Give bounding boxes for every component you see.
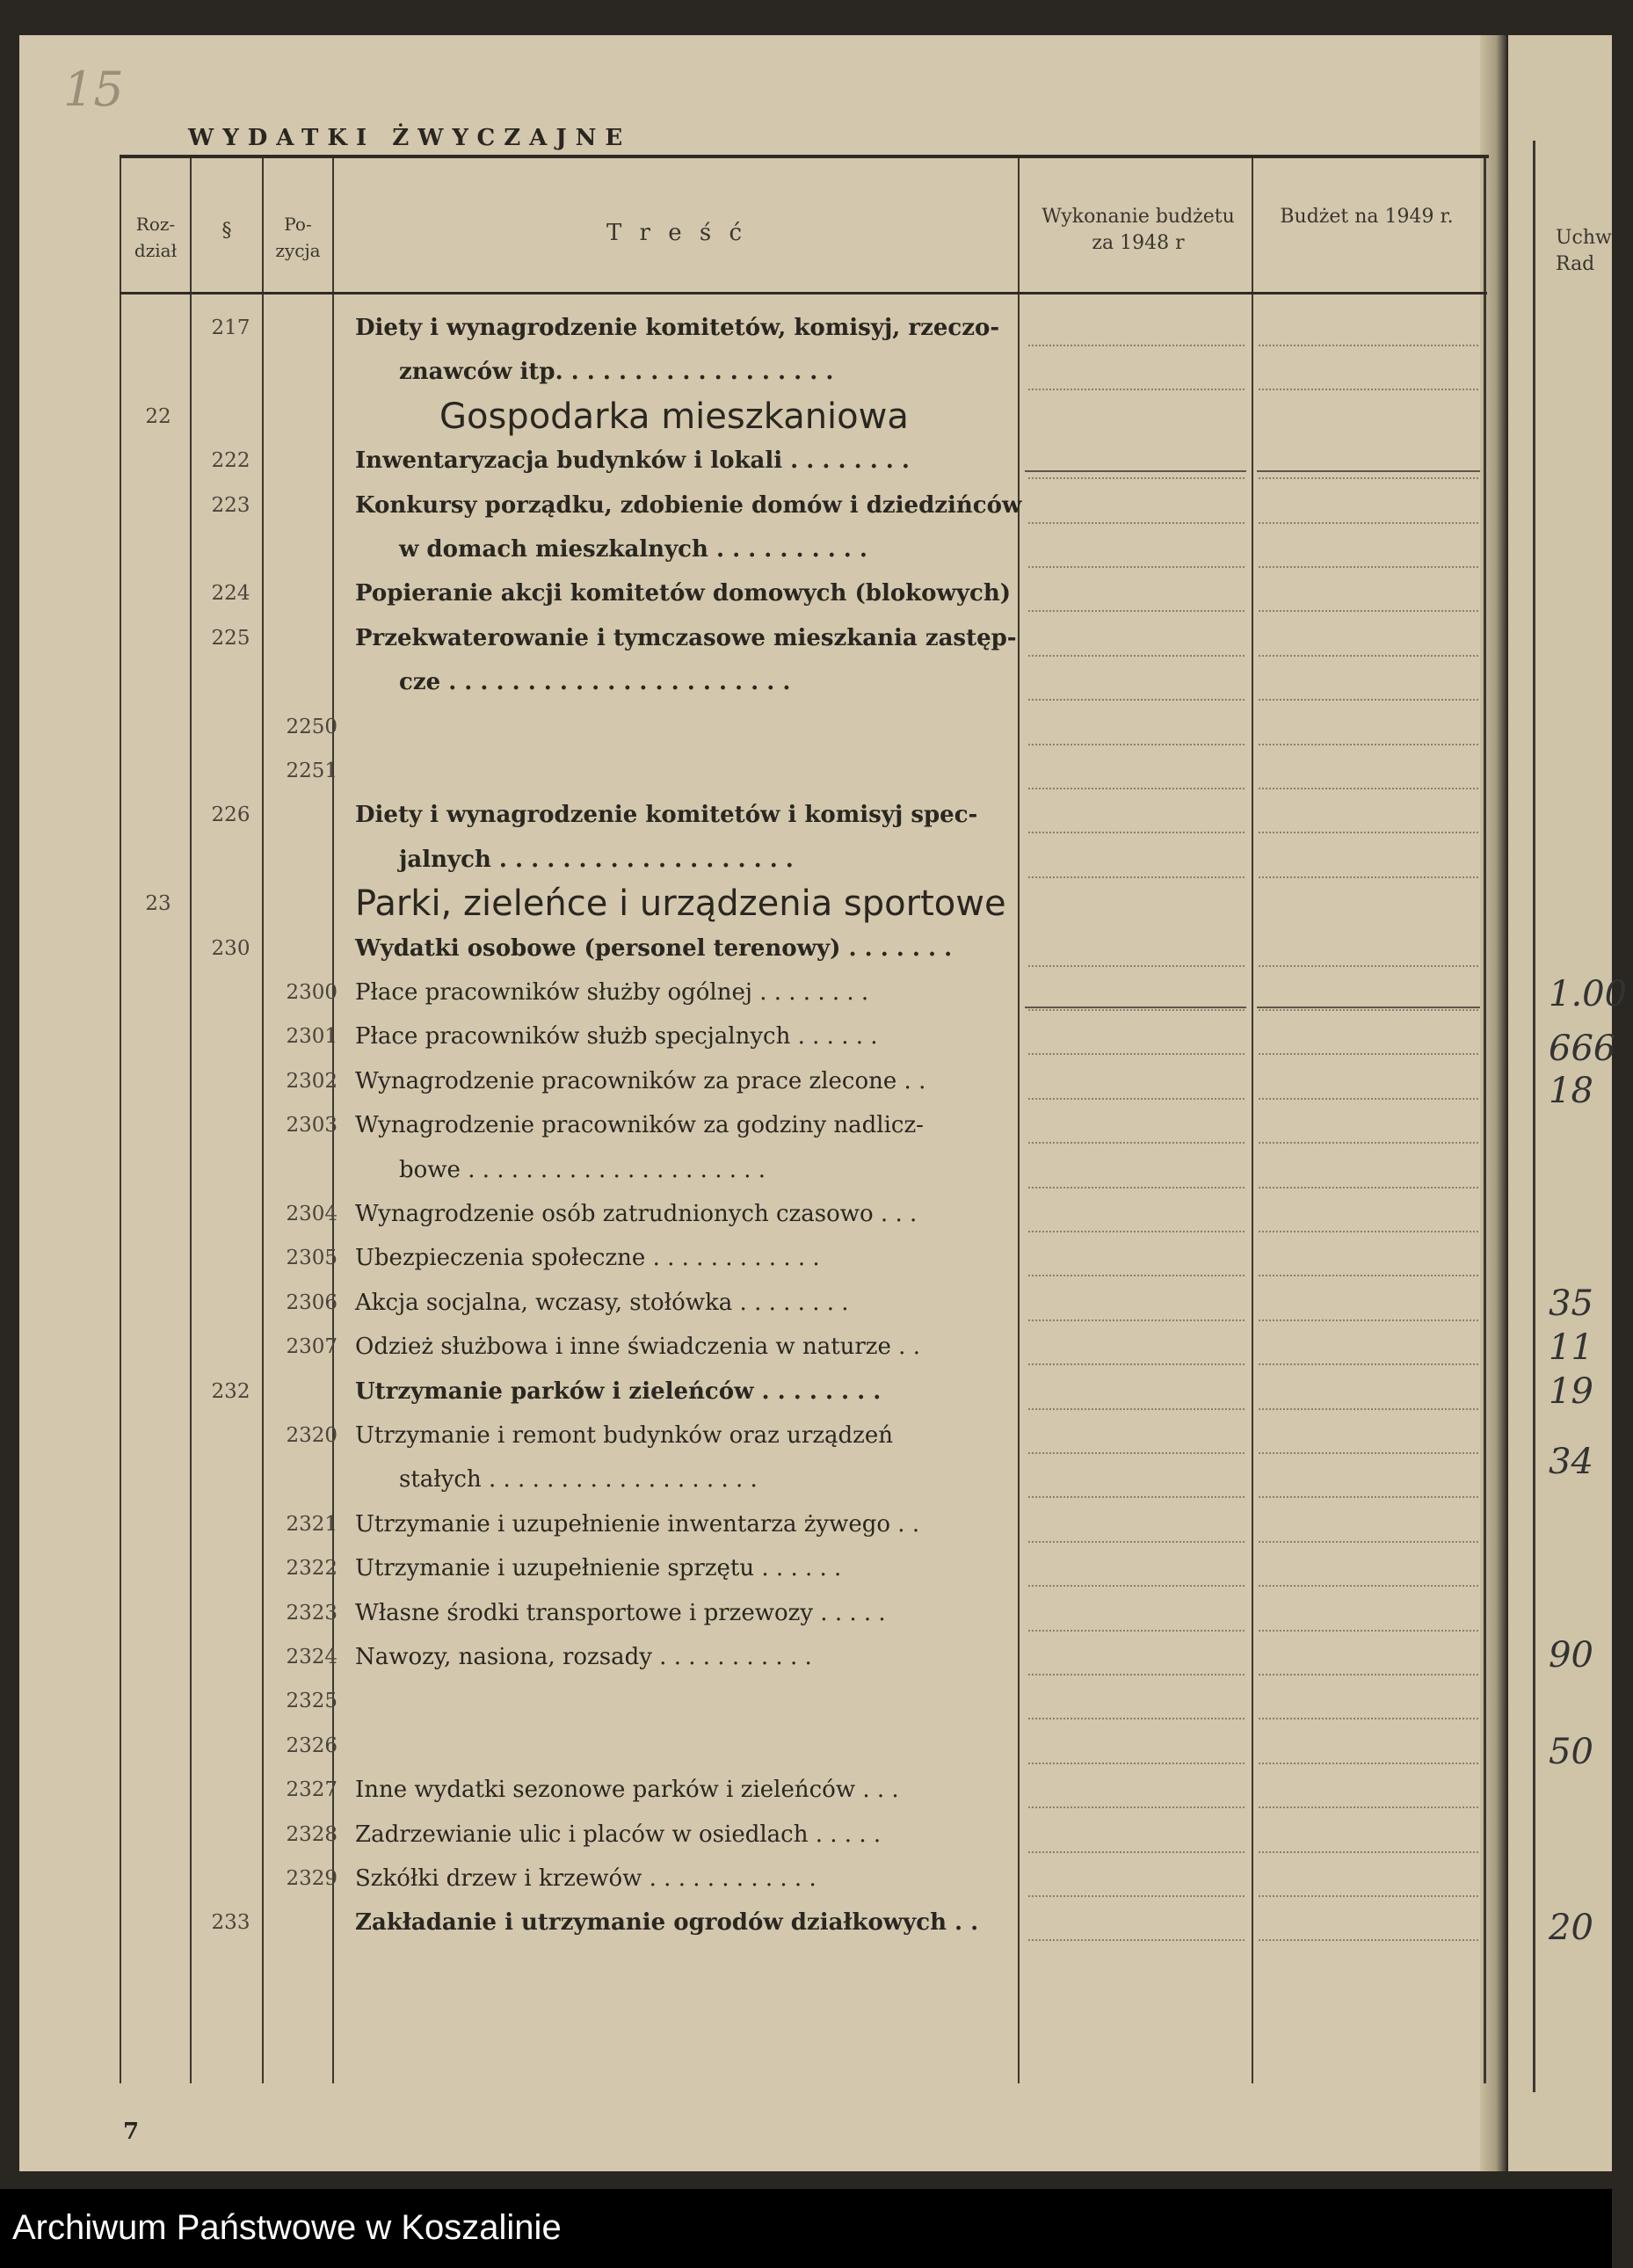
amount-line-1949 bbox=[1259, 1187, 1478, 1189]
amount-line-1949 bbox=[1259, 1895, 1478, 1897]
cell-pozycja: 2307 bbox=[286, 1335, 337, 1358]
amount-line-1948 bbox=[1028, 1806, 1245, 1808]
amount-line-1949 bbox=[1259, 1142, 1478, 1144]
amount-line-1949 bbox=[1259, 1630, 1478, 1632]
cell-tresc: Odzież służbowa i inne świadczenia w naturze . . bbox=[355, 1334, 920, 1360]
cell-tresc: Utrzymanie i remont budynków oraz urządzeń bbox=[355, 1422, 893, 1449]
table-row bbox=[0, 396, 1485, 440]
table-row bbox=[0, 573, 1485, 617]
amount-line-1949 bbox=[1259, 1763, 1478, 1764]
cell-pozycja: 2324 bbox=[286, 1646, 337, 1668]
cell-paragraph: 230 bbox=[211, 937, 250, 960]
amount-line-1948 bbox=[1028, 1009, 1245, 1011]
amount-line-1949 bbox=[1259, 522, 1478, 524]
table-row bbox=[0, 795, 1485, 839]
amount-line-1949 bbox=[1259, 1231, 1478, 1232]
amount-line-1949 bbox=[1259, 1718, 1478, 1719]
section-heading: Gospodarka mieszkaniowa bbox=[439, 396, 909, 437]
amount-line-1949 bbox=[1259, 1851, 1478, 1853]
amount-line-1949 bbox=[1259, 965, 1478, 967]
amount-line-1948 bbox=[1028, 744, 1245, 745]
header-budzet: Budżet na 1949 r. bbox=[1280, 206, 1454, 228]
cell-tresc: cze . . . . . . . . . . . . . . . . . . . . . . bbox=[399, 669, 791, 695]
cell-tresc: Ubezpieczenia społeczne . . . . . . . . . . . . bbox=[355, 1245, 820, 1271]
cell-pozycja: 2321 bbox=[286, 1513, 337, 1536]
table-row bbox=[0, 1637, 1485, 1681]
table-row bbox=[0, 1726, 1485, 1770]
header-bottom-rule bbox=[120, 292, 1487, 294]
cell-tresc: Szkółki drzew i krzewów . . . . . . . . . . . . bbox=[355, 1865, 816, 1892]
amount-line-1949 bbox=[1259, 1585, 1478, 1587]
cell-paragraph: 223 bbox=[211, 494, 250, 517]
amount-line-1948 bbox=[1028, 1053, 1245, 1055]
amount-line-1949 bbox=[1259, 1009, 1478, 1011]
header-uchwala: Uchw Rad bbox=[1556, 227, 1612, 275]
amount-line-1949 bbox=[1259, 1541, 1478, 1543]
amount-line-1948 bbox=[1028, 832, 1245, 833]
cell-tresc: Konkursy porządku, zdobienie domów i dziedzińców bbox=[355, 492, 1022, 519]
table-top-rule bbox=[120, 155, 1489, 158]
cell-tresc: Akcja socjalna, wczasy, stołówka . . . . . . . . bbox=[355, 1290, 849, 1316]
header-rozdzial: Roz- dział bbox=[134, 214, 178, 261]
cell-tresc: Utrzymanie i uzupełnienie inwentarza żywego . . bbox=[355, 1511, 920, 1537]
amount-line-1948 bbox=[1028, 1496, 1245, 1498]
handwritten-amount: 19 bbox=[1549, 1371, 1593, 1412]
amount-line-1949 bbox=[1259, 788, 1478, 789]
cell-tresc: Wynagrodzenie pracowników za prace zlecone . . bbox=[355, 1068, 926, 1094]
table-row bbox=[0, 440, 1485, 484]
table-row bbox=[0, 1593, 1485, 1637]
cell-tresc: stałych . . . . . . . . . . . . . . . . . . . bbox=[399, 1466, 758, 1493]
cell-paragraph: 224 bbox=[211, 582, 250, 605]
table-row bbox=[0, 1681, 1485, 1725]
cell-tresc: Płace pracowników służby ogólnej . . . . . . . . bbox=[355, 979, 869, 1006]
cell-pozycja: 2305 bbox=[286, 1247, 337, 1269]
amount-line-1948 bbox=[1028, 522, 1245, 524]
table-row bbox=[0, 662, 1485, 706]
amount-line-1948 bbox=[1028, 699, 1245, 701]
amount-line-1949 bbox=[1259, 1319, 1478, 1321]
cell-tresc: Zakładanie i utrzymanie ogrodów działkowych . . bbox=[355, 1909, 979, 1936]
handwritten-amount: 90 bbox=[1549, 1635, 1593, 1676]
cell-tresc: Własne środki transportowe i przewozy . . . . . bbox=[355, 1600, 886, 1626]
cell-pozycja: 2303 bbox=[286, 1114, 337, 1137]
cell-pozycja: 2250 bbox=[286, 716, 337, 738]
table-row bbox=[0, 928, 1485, 972]
handwritten-amount: 666 bbox=[1549, 1029, 1616, 1069]
amount-line-1949 bbox=[1259, 1939, 1478, 1941]
cell-pozycja: 2327 bbox=[286, 1778, 337, 1801]
total-rule-22 bbox=[1025, 470, 1246, 472]
amount-line-1949 bbox=[1259, 1363, 1478, 1365]
amount-line-1948 bbox=[1028, 1408, 1245, 1410]
amount-line-1949 bbox=[1259, 699, 1478, 701]
amount-line-1948 bbox=[1028, 1275, 1245, 1276]
cell-paragraph: 232 bbox=[211, 1380, 250, 1403]
table-row bbox=[0, 1770, 1485, 1814]
amount-line-1949 bbox=[1259, 477, 1478, 479]
table-row bbox=[0, 1105, 1485, 1149]
archive-caption: Archiwum Państwowe w Koszalinie bbox=[12, 2208, 562, 2247]
table-row bbox=[0, 751, 1485, 795]
total-rule-23-budget bbox=[1257, 1007, 1480, 1008]
table-row bbox=[0, 618, 1485, 662]
amount-line-1948 bbox=[1028, 1718, 1245, 1719]
cell-pozycja: 2301 bbox=[286, 1025, 337, 1048]
cell-pozycja: 2325 bbox=[286, 1690, 337, 1712]
amount-line-1948 bbox=[1028, 1630, 1245, 1632]
cell-tresc: Zadrzewianie ulic i placów w osiedlach . . . . . bbox=[355, 1821, 882, 1848]
table-row bbox=[0, 529, 1485, 573]
cell-pozycja: 2326 bbox=[286, 1734, 337, 1757]
amount-line-1948 bbox=[1028, 1895, 1245, 1897]
archive-caption-bar bbox=[0, 2189, 1612, 2268]
handwritten-amount: 11 bbox=[1549, 1327, 1593, 1368]
handwritten-amount: 34 bbox=[1549, 1442, 1593, 1482]
cell-pozycja: 2251 bbox=[286, 760, 337, 782]
cell-pozycja: 2323 bbox=[286, 1602, 337, 1625]
cell-tresc: Utrzymanie parków i zieleńców . . . . . . . . bbox=[355, 1378, 882, 1405]
cell-tresc: znawców itp. . . . . . . . . . . . . . . . . . bbox=[399, 359, 834, 385]
page-number: 7 bbox=[123, 2119, 140, 2145]
handwritten-amount: 1.00 bbox=[1549, 974, 1628, 1014]
table-row bbox=[0, 1459, 1485, 1503]
total-rule-22-budget bbox=[1257, 470, 1480, 472]
cell-tresc: Nawozy, nasiona, rozsady . . . . . . . . . . . bbox=[355, 1644, 812, 1670]
amount-line-1949 bbox=[1259, 832, 1478, 833]
cell-tresc: Utrzymanie i uzupełnienie sprzętu . . . . . . bbox=[355, 1555, 842, 1581]
amount-line-1949 bbox=[1259, 1806, 1478, 1808]
amount-line-1948 bbox=[1028, 1585, 1245, 1587]
handwritten-page-number: 15 bbox=[63, 62, 124, 117]
handwritten-amount: 20 bbox=[1549, 1908, 1593, 1948]
amount-line-1948 bbox=[1028, 1363, 1245, 1365]
amount-line-1948 bbox=[1028, 1231, 1245, 1232]
cell-tresc: Przekwaterowanie i tymczasowe mieszkania zastęp- bbox=[355, 625, 1017, 651]
cell-tresc: Diety i wynagrodzenie komitetów, komisyj, rzeczo- bbox=[355, 315, 1000, 341]
cell-paragraph: 225 bbox=[211, 627, 250, 650]
amount-line-1948 bbox=[1028, 1541, 1245, 1543]
amount-line-1949 bbox=[1259, 876, 1478, 878]
cell-tresc: Inwentaryzacja budynków i lokali . . . . . . . . bbox=[355, 447, 910, 474]
total-rule-23 bbox=[1025, 1007, 1246, 1008]
table-row bbox=[0, 1814, 1485, 1858]
cell-pozycja: 2329 bbox=[286, 1867, 337, 1890]
amount-line-1949 bbox=[1259, 655, 1478, 657]
header-tresc: T r e ś ć bbox=[606, 220, 748, 246]
table-row bbox=[0, 1902, 1485, 1946]
page-title: WYDATKI ŻWYCZAJNE bbox=[188, 125, 632, 151]
cell-tresc: jalnych . . . . . . . . . . . . . . . . . . . bbox=[399, 847, 794, 873]
cell-tresc: Diety i wynagrodzenie komitetów i komisyj spec- bbox=[355, 802, 978, 828]
cell-paragraph: 233 bbox=[211, 1911, 250, 1934]
amount-line-1948 bbox=[1028, 389, 1245, 390]
cell-pozycja: 2306 bbox=[286, 1291, 337, 1314]
header-wykonanie: Wykonanie budżetu za 1948 r bbox=[1041, 206, 1235, 254]
amount-line-1949 bbox=[1259, 1674, 1478, 1676]
amount-line-1949 bbox=[1259, 389, 1478, 390]
amount-line-1949 bbox=[1259, 1098, 1478, 1100]
cell-pozycja: 2322 bbox=[286, 1557, 337, 1580]
table-row bbox=[0, 707, 1485, 751]
table-row bbox=[0, 1283, 1485, 1327]
amount-line-1948 bbox=[1028, 788, 1245, 789]
handwritten-amount: 35 bbox=[1549, 1283, 1593, 1324]
amount-line-1948 bbox=[1028, 566, 1245, 568]
header-pozycja: Po- zycja bbox=[275, 214, 321, 261]
table-row bbox=[0, 1504, 1485, 1548]
table-row bbox=[0, 972, 1485, 1016]
table-row bbox=[0, 1194, 1485, 1238]
cell-pozycja: 2328 bbox=[286, 1823, 337, 1846]
amount-line-1949 bbox=[1259, 1452, 1478, 1454]
cell-tresc: Wydatki osobowe (personel terenowy) . . . . . . . bbox=[355, 935, 953, 962]
table-row bbox=[0, 1858, 1485, 1902]
handwritten-amount: 18 bbox=[1549, 1071, 1593, 1111]
table-row bbox=[0, 352, 1485, 396]
col-border-facing bbox=[1533, 141, 1535, 2092]
amount-line-1949 bbox=[1259, 566, 1478, 568]
table-row bbox=[0, 1327, 1485, 1370]
cell-tresc: Wynagrodzenie pracowników za godziny nadlicz- bbox=[355, 1112, 924, 1138]
cell-rozdzial: 22 bbox=[145, 405, 171, 428]
table-row bbox=[0, 1016, 1485, 1060]
header-paragraph: § bbox=[221, 220, 232, 242]
table-row bbox=[0, 1371, 1485, 1415]
cell-tresc: Popieranie akcji komitetów domowych (blokowych) bbox=[355, 580, 1012, 607]
table-row bbox=[0, 1150, 1485, 1194]
table-row bbox=[0, 840, 1485, 883]
amount-line-1948 bbox=[1028, 1939, 1245, 1941]
amount-line-1948 bbox=[1028, 345, 1245, 346]
table-row bbox=[0, 883, 1485, 927]
amount-line-1948 bbox=[1028, 1142, 1245, 1144]
cell-pozycja: 2320 bbox=[286, 1424, 337, 1447]
amount-line-1948 bbox=[1028, 1187, 1245, 1189]
amount-line-1949 bbox=[1259, 1053, 1478, 1055]
amount-line-1949 bbox=[1259, 610, 1478, 612]
amount-line-1948 bbox=[1028, 1763, 1245, 1764]
cell-tresc: Wynagrodzenie osób zatrudnionych czasowo . . . bbox=[355, 1201, 918, 1227]
table-row bbox=[0, 1061, 1485, 1105]
amount-line-1948 bbox=[1028, 1674, 1245, 1676]
amount-line-1948 bbox=[1028, 477, 1245, 479]
handwritten-amount: 50 bbox=[1549, 1732, 1593, 1772]
amount-line-1949 bbox=[1259, 744, 1478, 745]
cell-tresc: w domach mieszkalnych . . . . . . . . . . bbox=[399, 536, 867, 563]
section-heading: Parki, zieleńce i urządzenia sportowe bbox=[355, 883, 1006, 924]
table-row bbox=[0, 1238, 1485, 1282]
amount-line-1949 bbox=[1259, 1496, 1478, 1498]
table-row bbox=[0, 485, 1485, 529]
cell-paragraph: 222 bbox=[211, 449, 250, 472]
amount-line-1949 bbox=[1259, 1408, 1478, 1410]
cell-rozdzial: 23 bbox=[145, 892, 171, 915]
amount-line-1948 bbox=[1028, 1851, 1245, 1853]
cell-pozycja: 2300 bbox=[286, 981, 337, 1004]
amount-line-1948 bbox=[1028, 610, 1245, 612]
amount-line-1948 bbox=[1028, 876, 1245, 878]
amount-line-1948 bbox=[1028, 655, 1245, 657]
cell-paragraph: 226 bbox=[211, 803, 250, 826]
cell-pozycja: 2304 bbox=[286, 1203, 337, 1225]
amount-line-1948 bbox=[1028, 965, 1245, 967]
amount-line-1949 bbox=[1259, 1275, 1478, 1276]
cell-pozycja: 2302 bbox=[286, 1070, 337, 1093]
cell-paragraph: 217 bbox=[211, 316, 250, 339]
table-row bbox=[0, 1548, 1485, 1592]
cell-tresc: Płace pracowników służb specjalnych . . . . . . bbox=[355, 1023, 878, 1050]
cell-tresc: Inne wydatki sezonowe parków i zieleńców . . . bbox=[355, 1777, 899, 1803]
cell-tresc: bowe . . . . . . . . . . . . . . . . . . . . . bbox=[399, 1157, 766, 1183]
table-row bbox=[0, 1415, 1485, 1459]
amount-line-1948 bbox=[1028, 1319, 1245, 1321]
amount-line-1949 bbox=[1259, 345, 1478, 346]
table-row bbox=[0, 308, 1485, 352]
amount-line-1948 bbox=[1028, 1098, 1245, 1100]
amount-line-1948 bbox=[1028, 1452, 1245, 1454]
